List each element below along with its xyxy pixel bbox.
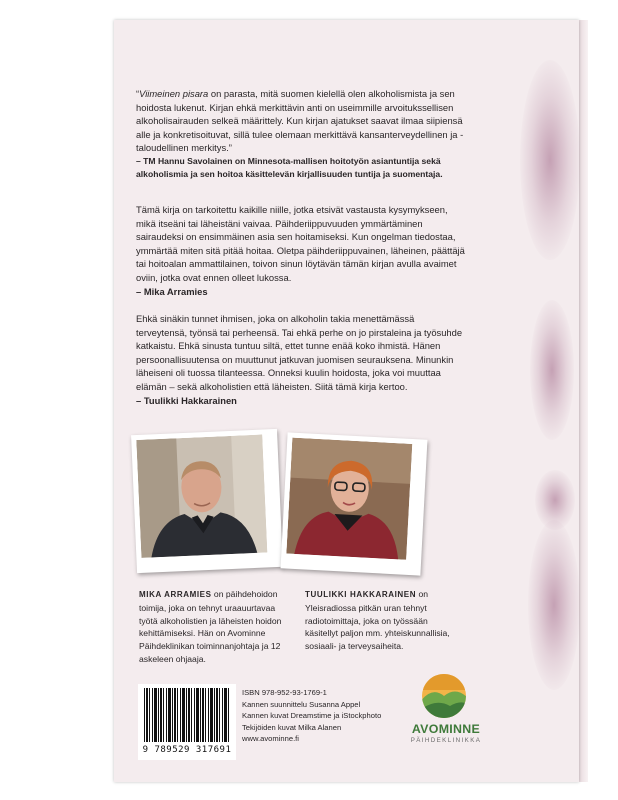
bio-text: on Yleisradiossa pitkän uran tehnyt radiotoimittaja, joka on työssään käsitellyt paljon mm. yhteiskunnallisia, sosiaali- ja terveysaiheita.: [305, 589, 450, 652]
author-bio-tuulikki: [305, 588, 455, 653]
barcode-bars: [144, 688, 230, 742]
website: www.avominne.fi: [242, 734, 299, 744]
cover-stain: [528, 520, 580, 690]
publication-credits: [242, 687, 381, 745]
cover-design-credit: Kannen suunnittelu Susanna Appel: [242, 699, 361, 709]
author-photos-credit: Tekijöiden kuvat Milka Alanen: [242, 722, 342, 732]
author-photo-mika: [131, 429, 283, 573]
photo-image: [136, 434, 277, 568]
statement-text: Tämä kirja on tarkoitettu kaikille niille, jotka etsivät vastausta kysymykseen, mikä itseäni tai läheistäni vaivaa. Päihderiippuvuuden ymmärtäminen sairaudeksi on ensimmäinen asia sen hoitamiseksi. Kun ongelman tiedostaa, ymmärtää miten sitä pitää hoitaa. Oletpa päihderiippuvainen, läheinen, päättäjä tai hoitoalan ammattilainen, toivon sinun löytävän tämän kirjan avulla avaimet oviin, jotka ovat ennen olleet lukossa.: [136, 204, 465, 283]
statement-text: Ehkä sinäkin tunnet ihmisen, joka on alkoholin takia menettämässä terveytensä, työnsä tai perheensä. Tai ehkä perhe on jo pirstaleina ja työsuhde katkaistu. Ehkä sinusta tuntuu siltä, ettet tunne enää koko ihmistä. Hänen persoonallisuutensa on muuttunut jatkuvan juomisen seurauksena. Minunkin läheiseni oli tuossa tilanteessa. Onneksi kuulin hoidosta, joka voi muuttaa elämän – sekä alkoholistien että läheisten. Siitä tämä kirja kertoo.: [136, 313, 463, 392]
logo-subtitle: PÄIHDEKLINIKKA: [410, 737, 482, 744]
author-statement-2: [136, 312, 466, 407]
avominne-logo: [408, 672, 484, 752]
review-quote: [136, 87, 466, 181]
statement-signature: – Tuulikki Hakkarainen: [136, 394, 237, 406]
barcode: [138, 684, 236, 760]
bio-text: on päihdehoidon toimija, joka on tehnyt uraauurtavaa työtä alkoholistien ja läheisten hoidon kehittämiseksi. Hän on Avominne Päihdeklinikan toiminnanjohtaja ja 12 askeleen ohjaaja.: [139, 589, 282, 664]
portrait-woman-illustration: [286, 438, 412, 560]
photo-image: [286, 438, 422, 571]
quote-attribution: – TM Hannu Savolainen on Minnesota-mallisen hoitotyön asiantuntija sekä alkoholismia ja sen hoitoa käsittelevän kirjallisuuden tuntija ja suomentaja.: [136, 155, 443, 179]
cover-stain: [520, 60, 580, 260]
bio-name: MIKA ARRAMIES: [139, 590, 212, 599]
portrait-man-illustration: [136, 435, 267, 558]
quote-text: “Viimeinen pisara on parasta, mitä suomen kielellä olen alkoholismista ja sen hoidosta lukenut. Kirjan ehkä merkittävin anti on useimmille arvoitukssellisen alkoholisairauden selkeä määrittely. Kun kirjan ajatukset saavat ilmaa siipiensä alle ja konkretisoituvat, sillä tulee olemaan merkittävä kansanterveydellinen ja -taloudellinen merkitys.”: [136, 88, 464, 154]
quote-title: Viimeinen pisara: [139, 88, 209, 99]
author-statement-1: [136, 203, 466, 298]
barcode-number: 9 789529 317691: [142, 745, 232, 755]
isbn: ISBN 978-952-93-1769-1: [242, 688, 327, 697]
author-photo-tuulikki: [281, 432, 428, 575]
author-bio-mika: [139, 588, 287, 666]
cover-stain: [530, 300, 574, 440]
bio-name: TUULIKKI HAKKARAINEN: [305, 590, 417, 599]
cover-images-credit: Kannen kuvat Dreamstime ja iStockphoto: [242, 711, 382, 721]
quote-body: on parasta, mitä suomen kielellä olen alkoholismista ja sen hoidosta lukenut. Kirjan ehkä merkittävin anti on useimmille arvoitukssellisen alkoholisairauden selkeä määrittely. Kun kirjan ajatukset saavat ilmaa siipiensä alle ja konkretisoituvat, sillä tulee olemaan merkittävä kansanterveydellinen ja -taloudellinen merkitys.”: [136, 88, 464, 154]
logo-mark-icon: [420, 672, 468, 720]
logo-name: AVOMINNE: [411, 722, 481, 736]
statement-signature: – Mika Arramies: [136, 285, 208, 297]
